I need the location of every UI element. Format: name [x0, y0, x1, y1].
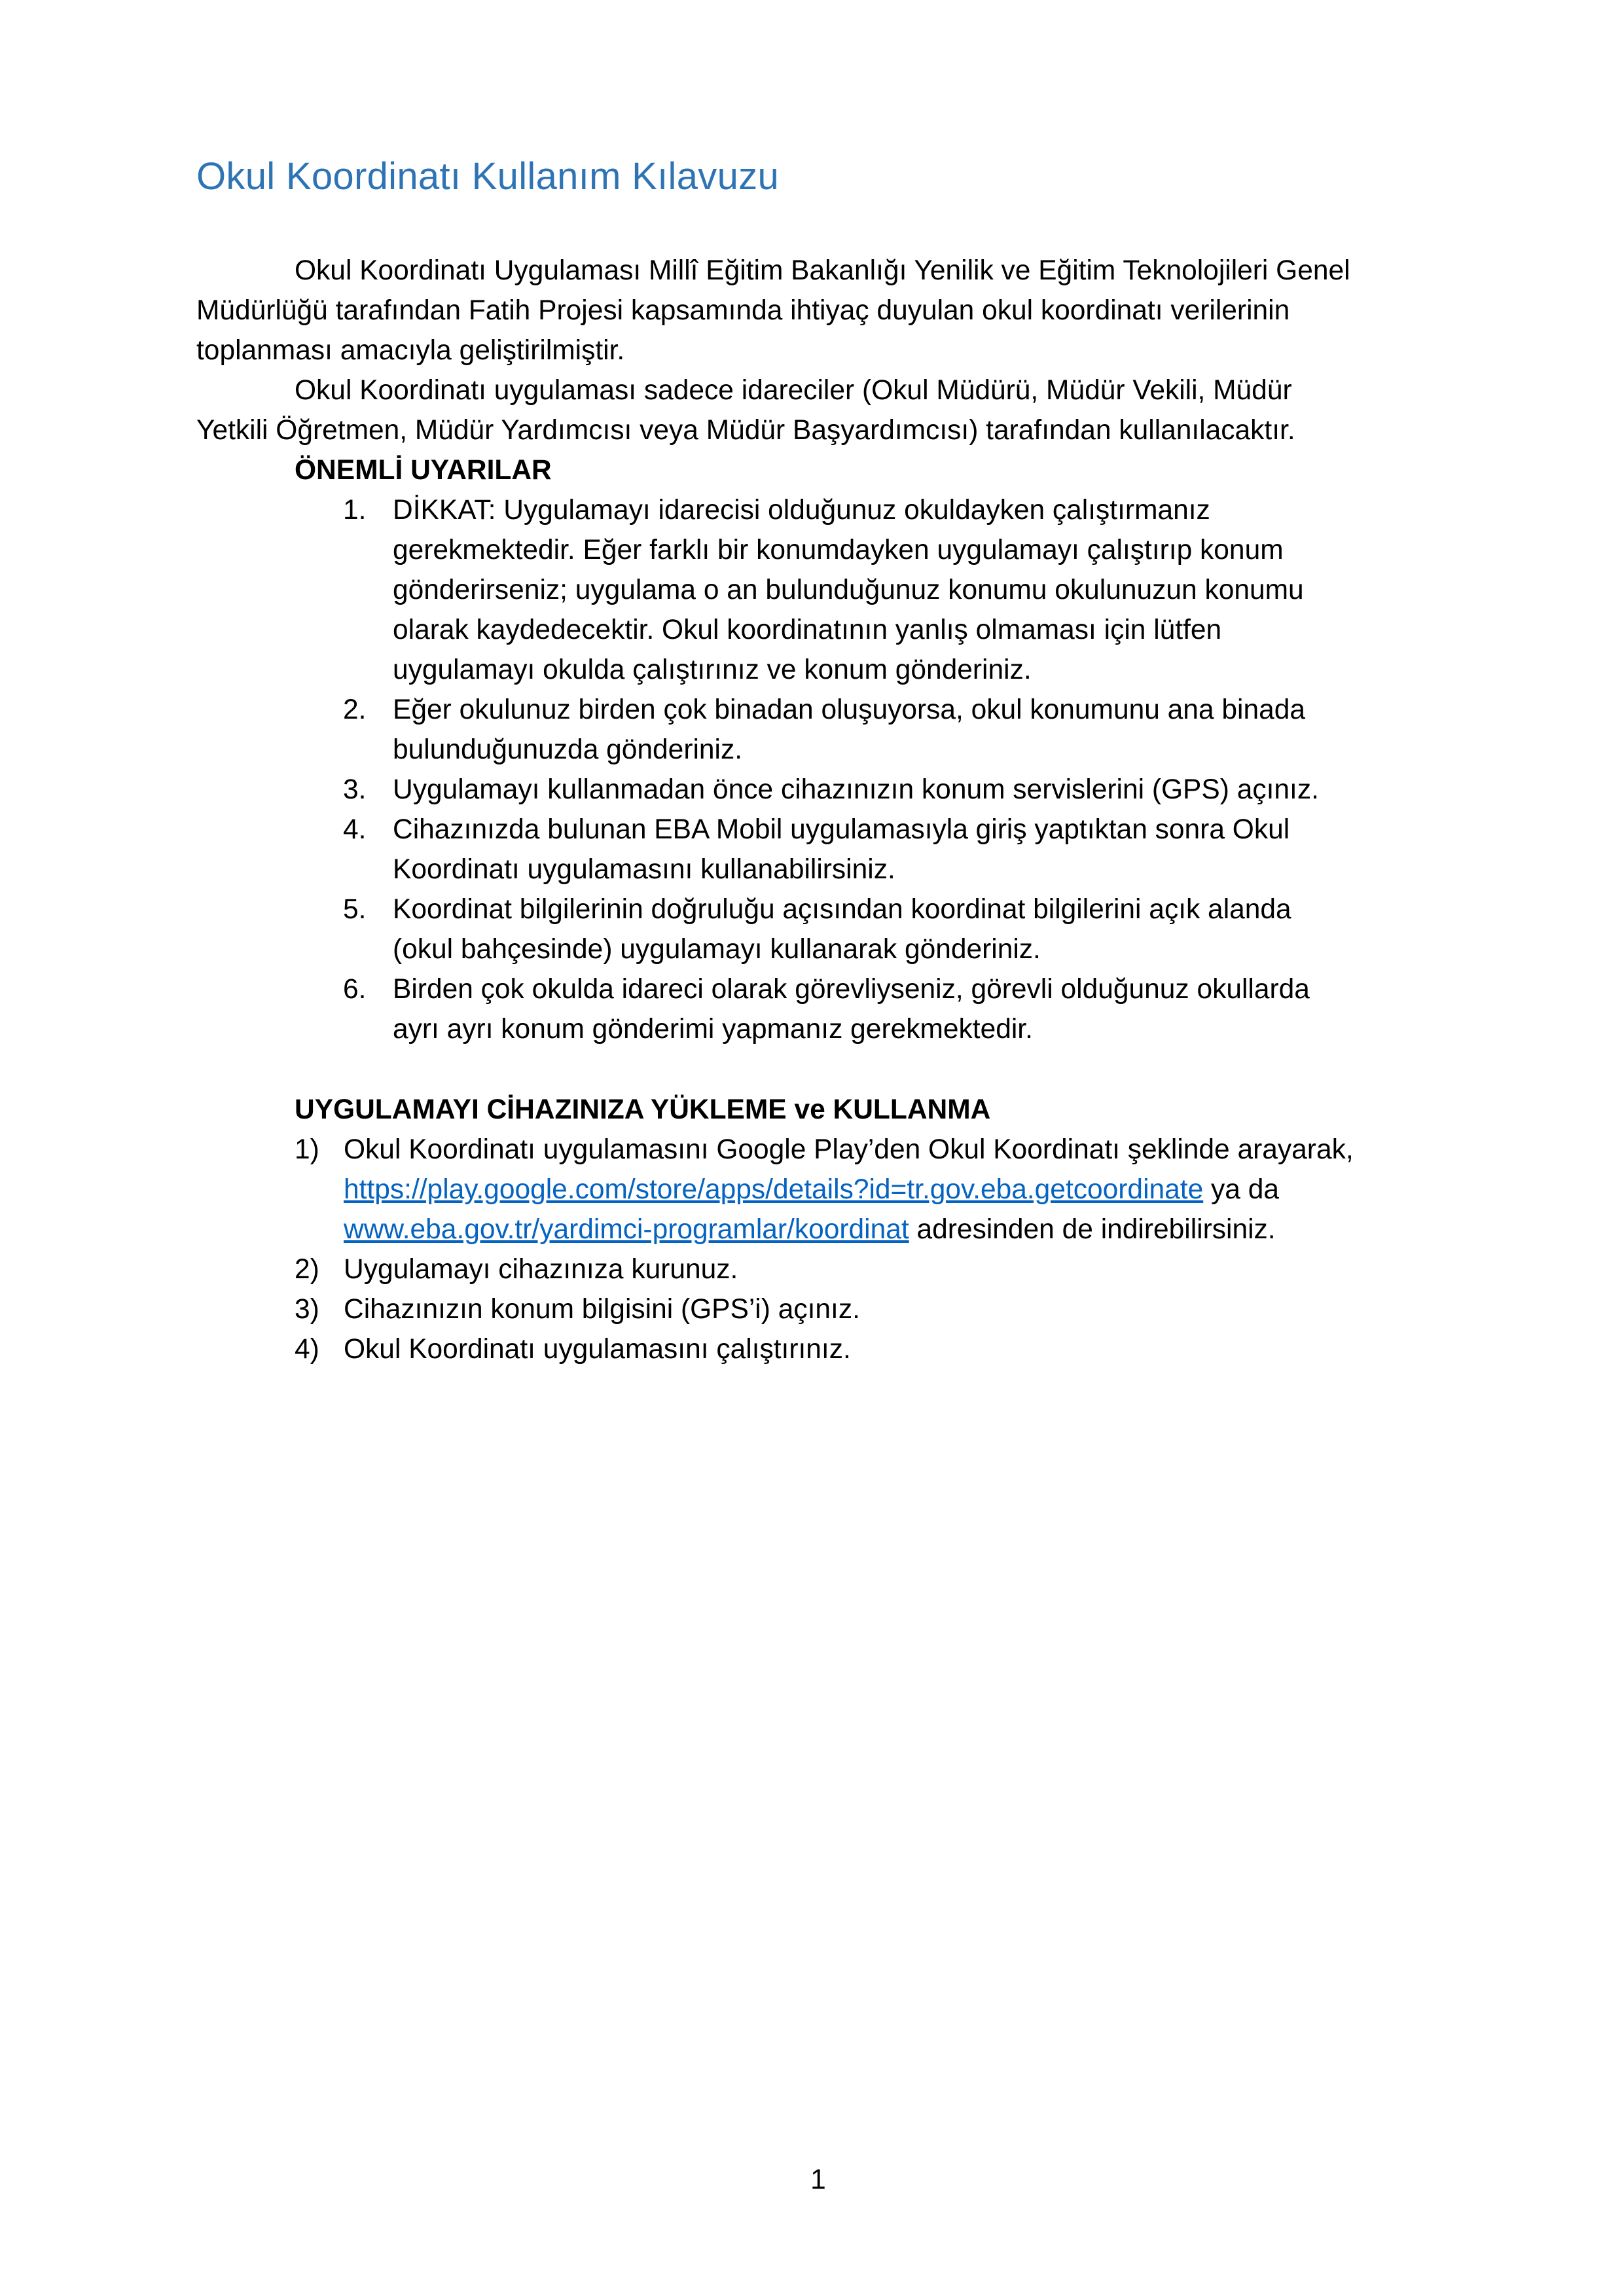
intro-paragraph-2	[196, 370, 1434, 450]
install-heading: UYGULAMAYI CİHAZINIZA YÜKLEME ve KULLANMA	[295, 1094, 991, 1125]
warnings-heading: ÖNEMLİ UYARILAR	[295, 455, 552, 486]
list-number: 1.	[343, 495, 367, 526]
list-item	[295, 810, 1434, 889]
list-item	[295, 969, 1434, 1049]
eba-download-link[interactable]: www.eba.gov.tr/yardimci-programlar/koordinat	[344, 1214, 909, 1245]
text-line: Okul Koordinatı uygulamasını Google Play’den Okul Koordinatı şeklinde arayarak,	[344, 1134, 1354, 1165]
text-line: Uygulamayı cihazınıza kurunuz.	[344, 1254, 738, 1285]
text-line: toplanması amacıyla geliştirilmiştir.	[196, 335, 625, 366]
list-item	[295, 1329, 1434, 1369]
text-line: gönderirseniz; uygulama o an bulunduğunuz konumu okulunuzun konumu	[393, 575, 1304, 605]
list-number: 4.	[343, 814, 367, 845]
list-item	[295, 490, 1434, 690]
text-line: Koordinat bilgilerinin doğruluğu açısından koordinat bilgilerini açık alanda	[393, 894, 1291, 925]
list-number: 2.	[343, 694, 367, 725]
list-number: 2)	[295, 1254, 319, 1285]
text-line: bulunduğunuzda gönderiniz.	[393, 734, 743, 765]
list-item	[295, 1130, 1434, 1249]
list-item	[295, 1249, 1434, 1289]
google-play-link[interactable]: https://play.google.com/store/apps/details?id=tr.gov.eba.getcoordinate	[344, 1174, 1204, 1205]
text-line: gerekmektedir. Eğer farklı bir konumdayken uygulamayı çalıştırıp konum	[393, 535, 1284, 565]
text-line: Yetkili Öğretmen, Müdür Yardımcısı veya Müdür Başyardımcısı) tarafından kullanılacaktır.	[196, 415, 1295, 446]
install-steps-list	[295, 1130, 1434, 1369]
link-connector-text: ya da	[1203, 1174, 1280, 1205]
text-line: Cihazınızın konum bilgisini (GPS’i) açınız.	[344, 1294, 860, 1325]
list-item	[295, 1289, 1434, 1329]
warnings-list	[295, 490, 1434, 1049]
text-line: DİKKAT: Uygulamayı idarecisi olduğunuz okuldayken çalıştırmanız	[393, 495, 1210, 526]
list-number: 5.	[343, 894, 367, 925]
text-line: Uygulamayı kullanmadan önce cihazınızın konum servislerini (GPS) açınız.	[393, 774, 1319, 805]
intro-paragraph-1	[196, 251, 1434, 370]
text-line: Birden çok okulda idareci olarak görevliyseniz, görevli olduğunuz okullarda	[393, 974, 1310, 1005]
list-number: 1)	[295, 1134, 319, 1165]
text-line: Okul Koordinatı Uygulaması Millî Eğitim Bakanlığı Yenilik ve Eğitim Teknolojileri Genel	[295, 255, 1350, 286]
text-line: Eğer okulunuz birden çok binadan oluşuyorsa, okul konumunu ana binada	[393, 694, 1306, 725]
text-line: Koordinatı uygulamasını kullanabilirsiniz.	[393, 854, 895, 885]
page-number: 1	[810, 2164, 826, 2195]
text-line	[344, 1170, 1434, 1210]
text-line: Okul Koordinatı uygulamasını çalıştırınız.	[344, 1334, 851, 1365]
text-line: olarak kaydedecektir. Okul koordinatının yanlış olmaması için lütfen	[393, 615, 1222, 645]
link-trailing-text: adresinden de indirebilirsiniz.	[909, 1214, 1276, 1245]
list-number: 3)	[295, 1294, 319, 1325]
list-number: 6.	[343, 974, 367, 1005]
list-number: 4)	[295, 1334, 319, 1365]
text-line: uygulamayı okulda çalıştırınız ve konum gönderiniz.	[393, 655, 1032, 685]
list-number: 3.	[343, 774, 367, 805]
text-line: Müdürlüğü tarafından Fatih Projesi kapsamında ihtiyaç duyulan okul koordinatı verilerinin	[196, 295, 1290, 326]
page-title: Okul Koordinatı Kullanım Kılavuzu	[196, 155, 780, 198]
list-item	[295, 770, 1434, 810]
list-item	[295, 889, 1434, 969]
text-line	[344, 1210, 1434, 1249]
text-line: Okul Koordinatı uygulaması sadece idareciler (Okul Müdürü, Müdür Vekili, Müdür	[295, 375, 1292, 406]
text-line: ayrı ayrı konum gönderimi yapmanız gerekmektedir.	[393, 1014, 1033, 1045]
text-line: Cihazınızda bulunan EBA Mobil uygulamasıyla giriş yaptıktan sonra Okul	[393, 814, 1290, 845]
text-line: (okul bahçesinde) uygulamayı kullanarak gönderiniz.	[393, 934, 1041, 965]
list-item	[295, 690, 1434, 770]
